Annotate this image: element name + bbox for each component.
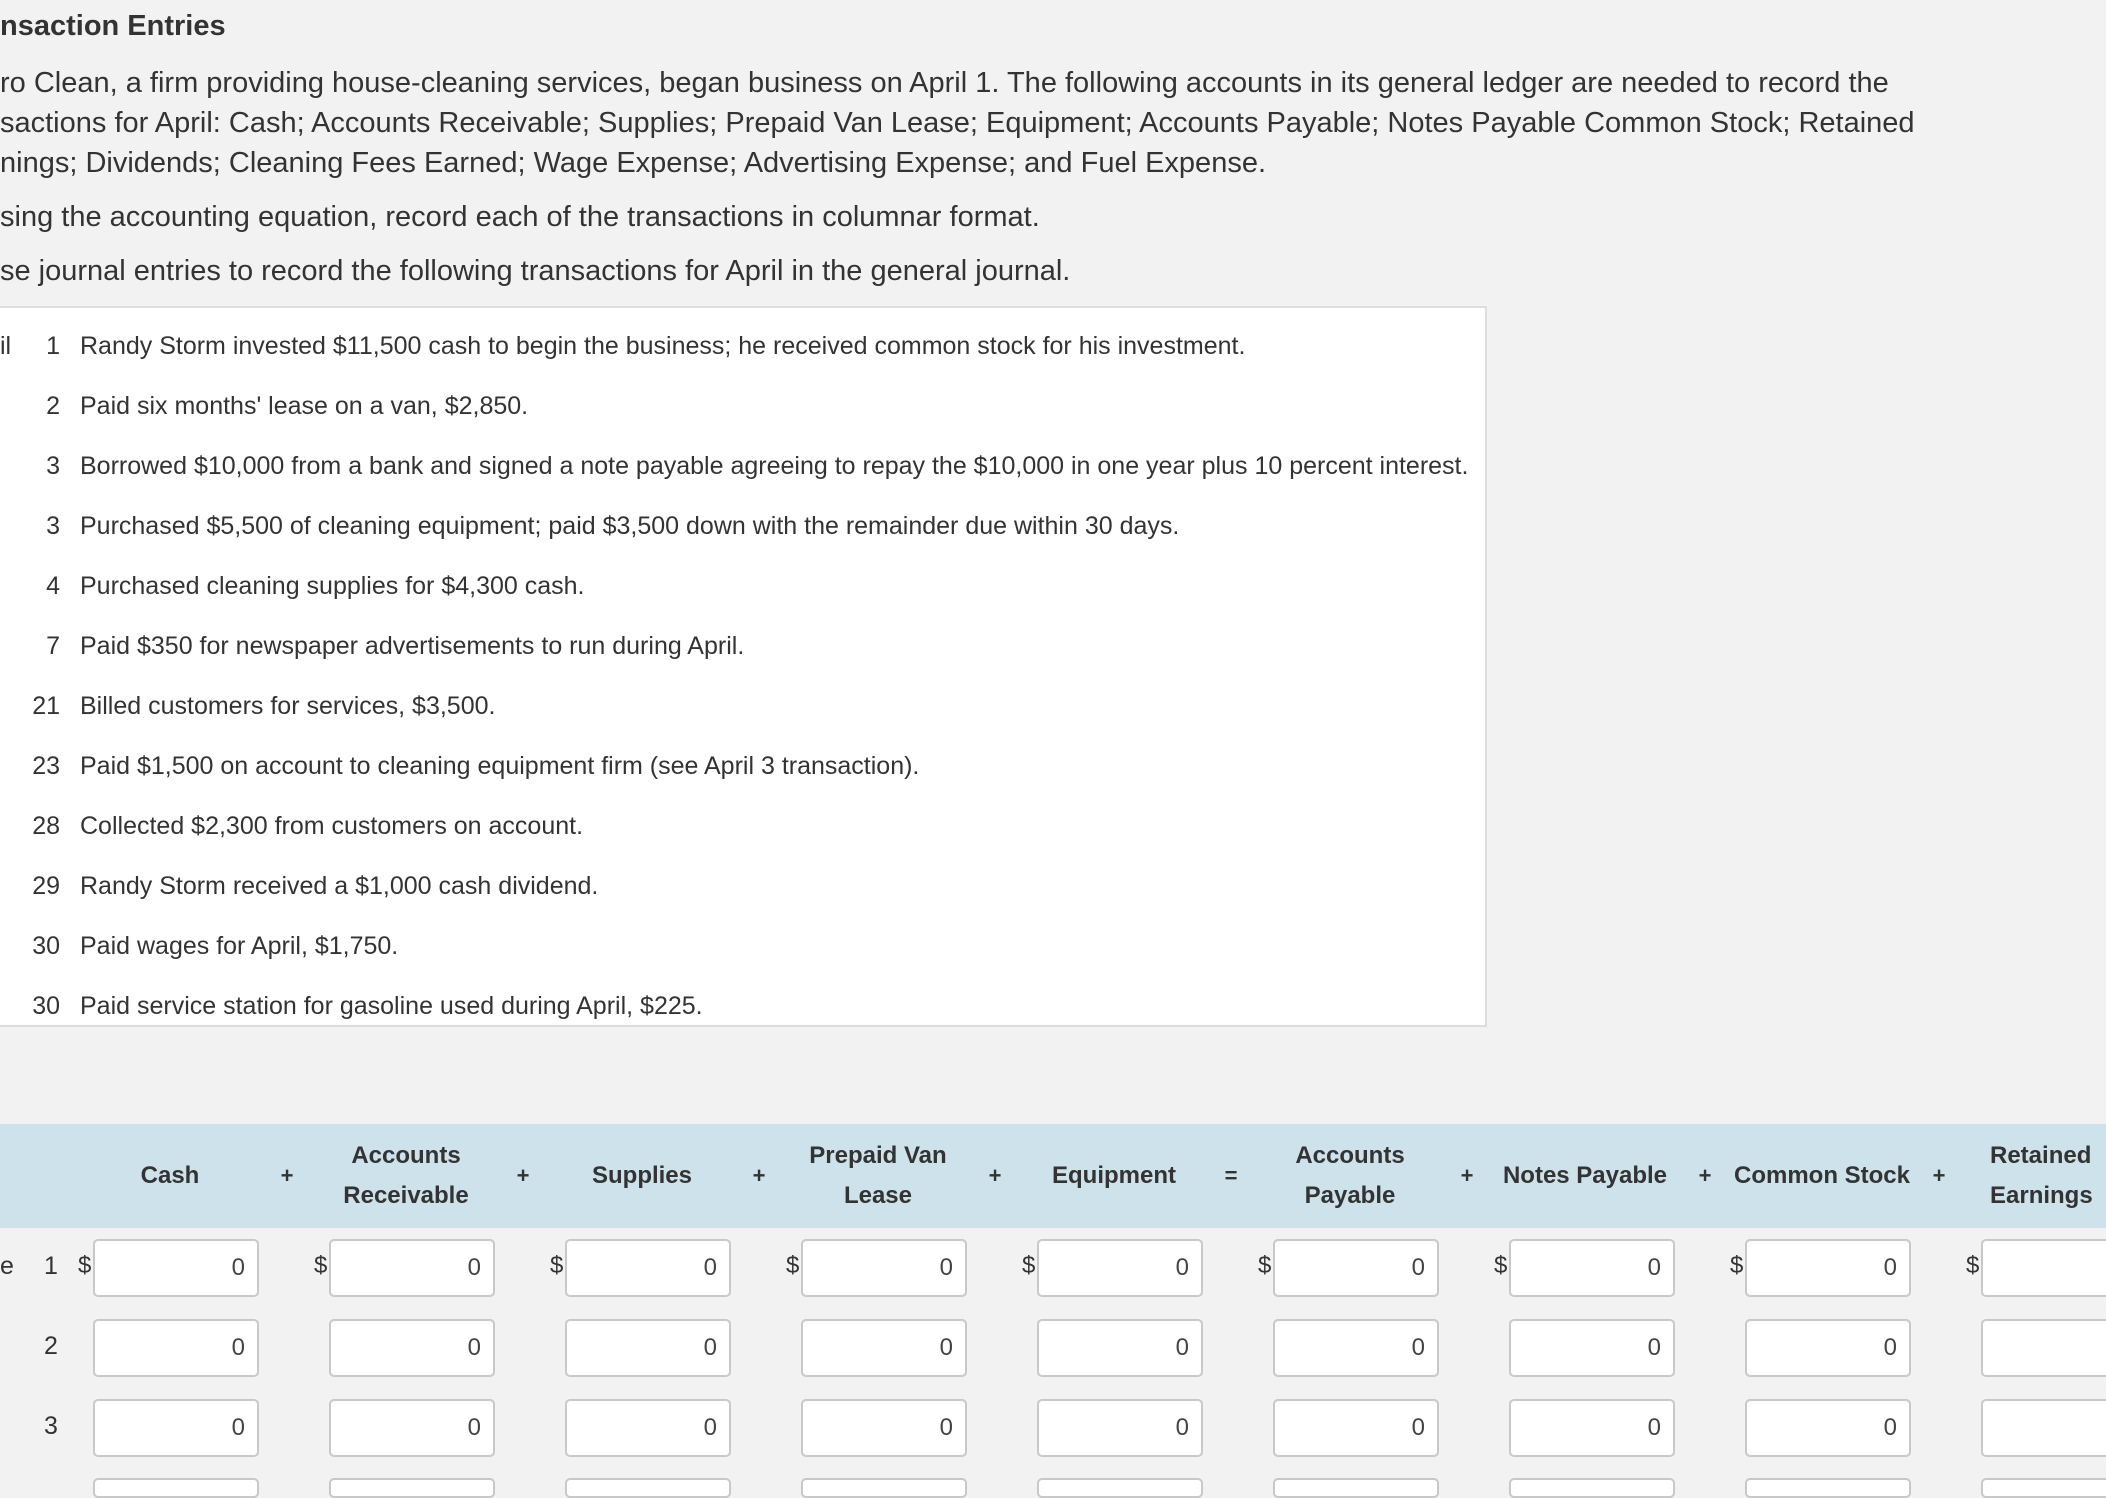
col-header-cash: Cash [140,1162,200,1189]
common-stock-input[interactable] [1745,1399,1911,1457]
accounts-receivable-input[interactable] [329,1319,495,1377]
equipment-input[interactable] [1037,1478,1203,1498]
col-header-supplies: Supplies [591,1162,693,1189]
transaction-day: 2 [46,392,60,420]
intro-line-3: nings; Dividends; Cleaning Fees Earned; Wage Expense; Advertising Expense; and Fuel Expense. [0,147,1267,179]
transactions-box [0,306,1487,1027]
transaction-day: 23 [32,752,60,780]
retained-earnings-input[interactable] [1981,1478,2106,1498]
instruction-a: sing the accounting equation, record each of the transactions in columnar format. [0,201,1040,233]
currency-symbol: $ [1730,1252,1744,1279]
transaction-day: 21 [32,692,60,720]
row-number: 2 [44,1332,58,1360]
transaction-text: Paid $350 for newspaper advertisements to run during April. [80,632,745,660]
plus-operator: + [516,1163,530,1188]
notes-payable-input[interactable] [1509,1399,1675,1457]
instruction-b: se journal entries to record the following transactions for April in the general journal. [0,255,1071,287]
notes-payable-input[interactable] [1509,1478,1675,1498]
currency-symbol: $ [786,1252,800,1279]
plus-operator: + [752,1163,766,1188]
transaction-day: 29 [32,872,60,900]
cash-input[interactable] [93,1478,259,1498]
transaction-month: il [0,332,12,360]
supplies-input[interactable] [565,1239,731,1297]
common-stock-input[interactable] [1745,1239,1911,1297]
col-header-notes-payable: Notes Payable [1502,1162,1668,1189]
equipment-input[interactable] [1037,1319,1203,1377]
supplies-input[interactable] [565,1478,731,1498]
transaction-text: Paid six months' lease on a van, $2,850. [80,392,529,420]
transaction-text: Billed customers for services, $3,500. [80,692,496,720]
col-header-accounts-payable: Accounts Payable [1295,1142,1405,1209]
intro-line-1: ro Clean, a firm providing house-cleaning services, began business on April 1. The following accounts in its general ledger are needed to record the [0,67,1889,99]
transaction-text: Borrowed $10,000 from a bank and signed a note payable agreeing to repay the $10,000 in one year plus 10 percent interest. [80,452,1469,480]
accounts-receivable-input[interactable] [329,1239,495,1297]
transaction-text: Purchased cleaning supplies for $4,300 cash. [80,572,585,600]
currency-symbol: $ [1494,1252,1508,1279]
col-header-equipment: Equipment [1052,1162,1176,1189]
notes-payable-input[interactable] [1509,1319,1675,1377]
currency-symbol: $ [314,1252,328,1279]
transaction-day: 30 [32,932,60,960]
plus-operator: + [1698,1163,1712,1188]
prepaid-van-lease-input[interactable] [801,1239,967,1297]
currency-symbol: $ [1022,1252,1036,1279]
equals-operator: = [1224,1163,1238,1188]
intro-line-2: sactions for April: Cash; Accounts Receivable; Supplies; Prepaid Van Lease; Equipment; Accounts Payable; Notes Payable Common Stock; Retained [0,107,1915,139]
row-label-prefix: e [0,1252,14,1280]
notes-payable-input[interactable] [1509,1239,1675,1297]
transaction-day: 28 [32,812,60,840]
row-number: 1 [44,1252,58,1280]
transaction-day: 7 [46,632,60,660]
plus-operator: + [280,1163,294,1188]
prepaid-van-lease-input[interactable] [801,1399,967,1457]
currency-symbol: $ [78,1252,92,1279]
equipment-input[interactable] [1037,1239,1203,1297]
accounts-payable-input[interactable] [1273,1478,1439,1498]
accounts-payable-input[interactable] [1273,1319,1439,1377]
currency-symbol: $ [1258,1252,1272,1279]
col-header-prepaid-van-lease: Prepaid Van Lease [809,1142,947,1209]
col-header-accounts-receivable: Accounts Receivable [343,1142,469,1209]
supplies-input[interactable] [565,1319,731,1377]
transaction-text: Paid service station for gasoline used during April, $225. [80,992,703,1020]
cash-input[interactable] [93,1319,259,1377]
plus-operator: + [1932,1163,1946,1188]
cash-input[interactable] [93,1239,259,1297]
transaction-text: Paid wages for April, $1,750. [80,932,399,960]
transaction-day: 4 [46,572,60,600]
cash-input[interactable] [93,1399,259,1457]
accounts-payable-input[interactable] [1273,1239,1439,1297]
common-stock-input[interactable] [1745,1478,1911,1498]
currency-symbol: $ [550,1252,564,1279]
retained-earnings-input[interactable] [1981,1399,2106,1457]
transaction-text: Paid $1,500 on account to cleaning equipment firm (see April 3 transaction). [80,752,920,780]
accounts-receivable-input[interactable] [329,1399,495,1457]
transaction-day: 1 [46,332,60,360]
transaction-day: 30 [32,992,60,1020]
col-header-retained-earnings: Retained Earnings [1990,1142,2093,1209]
common-stock-input[interactable] [1745,1319,1911,1377]
retained-earnings-input[interactable] [1981,1239,2106,1297]
retained-earnings-input[interactable] [1981,1319,2106,1377]
plus-operator: + [988,1163,1002,1188]
equipment-input[interactable] [1037,1399,1203,1457]
transaction-day: 3 [46,452,60,480]
supplies-input[interactable] [565,1399,731,1457]
row-number: 3 [44,1412,58,1440]
transaction-day: 3 [46,512,60,540]
accounts-payable-input[interactable] [1273,1399,1439,1457]
plus-operator: + [1460,1163,1474,1188]
transaction-text: Randy Storm received a $1,000 cash dividend. [80,872,599,900]
col-header-common-stock: Common Stock [1733,1162,1910,1189]
currency-symbol: $ [1966,1252,1980,1279]
page-title: nsaction Entries [0,10,226,42]
transaction-text: Randy Storm invested $11,500 cash to begin the business; he received common stock for his investment. [80,332,1246,360]
prepaid-van-lease-input[interactable] [801,1478,967,1498]
accounts-receivable-input[interactable] [329,1478,495,1498]
transaction-text: Purchased $5,500 of cleaning equipment; paid $3,500 down with the remainder due within 30 days. [80,512,1180,540]
prepaid-van-lease-input[interactable] [801,1319,967,1377]
transaction-text: Collected $2,300 from customers on account. [80,812,584,840]
